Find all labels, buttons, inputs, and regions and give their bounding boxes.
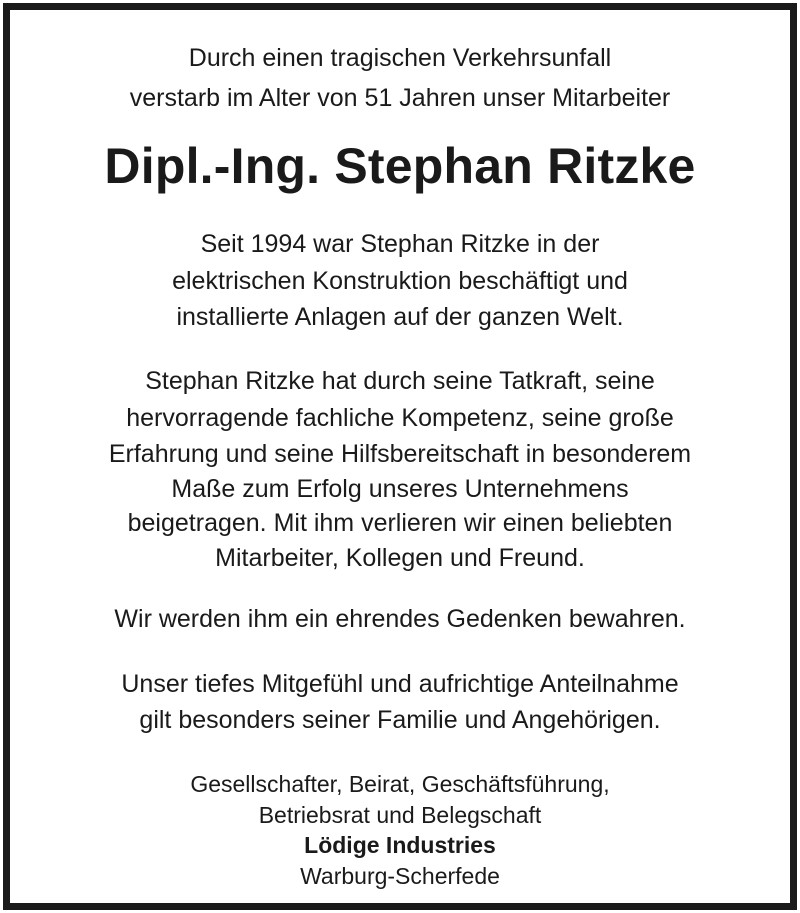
paragraph-line: Mitarbeiter, Kollegen und Freund.	[215, 544, 585, 572]
deceased-name: Dipl.-Ing. Stephan Ritzke	[104, 138, 696, 194]
signature-line: Gesellschafter, Beirat, Geschäftsführung,	[190, 771, 610, 797]
paragraph-line: Unser tiefes Mitgefühl und aufrichtige Anteilnahme	[121, 670, 679, 698]
paragraph-line: Erfahrung und seine Hilfsbereitschaft in besonderem	[108, 440, 692, 468]
paragraph-line: installierte Anlagen auf der ganzen Welt.	[176, 303, 624, 331]
paragraph-line: hervorragende fachliche Kompetenz, seine große	[126, 404, 674, 432]
paragraph-line: elektrischen Konstruktion beschäftigt und	[172, 267, 628, 295]
obituary-notice	[10, 10, 790, 903]
paragraph-line: Wir werden ihm ein ehrendes Gedenken bewahren.	[114, 605, 686, 633]
intro-line: verstarb im Alter von 51 Jahren unser Mitarbeiter	[129, 84, 671, 112]
paragraph-line: Seit 1994 war Stephan Ritzke in der	[200, 230, 600, 258]
paragraph-line: Maße zum Erfolg unseres Unternehmens	[171, 475, 629, 503]
paragraph-line: gilt besonders seiner Familie und Angehörigen.	[139, 706, 661, 734]
company-name: Lödige Industries	[304, 832, 496, 858]
company-location: Warburg-Scherfede	[300, 863, 500, 889]
obituary-frame	[3, 3, 797, 910]
paragraph-line: Stephan Ritzke hat durch seine Tatkraft, seine	[145, 367, 655, 395]
signature-line: Betriebsrat und Belegschaft	[258, 802, 542, 828]
intro-line: Durch einen tragischen Verkehrsunfall	[188, 44, 612, 72]
paragraph-line: beigetragen. Mit ihm verlieren wir einen beliebten	[127, 509, 673, 537]
